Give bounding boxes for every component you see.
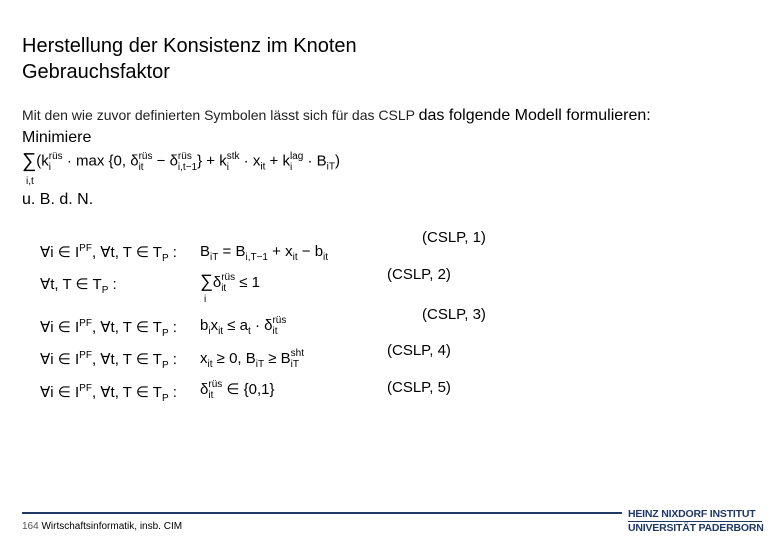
title-line-1: Herstellung der Konsistenz im Knoten <box>22 35 357 57</box>
constraint-3-rhs: $b_ix_{it} \le a_t$ · δrüs it <box>200 315 287 337</box>
stack-delta-it1: rüs i,t−1 <box>177 150 198 173</box>
page-number: 164 <box>22 521 39 532</box>
logo-line-2: UNIVERSITÄT PADERBORN <box>628 522 764 534</box>
title-line-2: Gebrauchsfaktor <box>22 61 170 83</box>
stack-k-lag: lag i <box>289 150 304 173</box>
intro-part-2: das folgende Modell formulieren: <box>418 107 651 124</box>
footer-divider <box>22 512 622 514</box>
minimiere-label: Minimiere <box>22 129 92 146</box>
footer-course: Wirtschaftsinformatik, insb. CIM <box>41 521 183 532</box>
objective-function: ∑(krüs i · max {0, δrüs it − δrüs i,t−1} + kstk $i \cdot x_{it}$ + klag $i \cdot B_{iT}$) <box>22 150 340 173</box>
udn-label: u. B. d. N. <box>22 191 94 208</box>
page-title <box>22 33 357 85</box>
constraint-4-lhs: ∀i ∈ $I^{PF}$, ∀t, T ∈ $T_P$ : <box>40 350 177 371</box>
constraint-5-rhs: δrüs it ∈ {0,1} <box>200 379 275 401</box>
stack-k-stk: stk i <box>226 150 240 173</box>
stack-ki: rüs i <box>48 150 63 173</box>
objective-text-b: · B <box>303 152 327 170</box>
objective-text-brace: } + k <box>197 152 227 170</box>
constraint-3-label: (CSLP, 3) <box>422 306 486 323</box>
intro-part-1: Mit den wie zuvor definierten Symbolen lässt sich für das CSLP <box>22 107 419 123</box>
stack-delta-it: rüs it <box>138 150 153 173</box>
constraint-2-sum-index: i <box>204 294 207 305</box>
objective-text-x: · x <box>239 152 261 170</box>
constraint-2-rhs: ∑δrüs it ≤ 1 <box>200 271 261 295</box>
objective-text-plus: + k <box>265 152 290 170</box>
constraint-5-label: (CSLP, 5) <box>387 379 451 396</box>
footer-text <box>22 521 182 532</box>
constraint-1-label: (CSLP, 1) <box>422 229 486 246</box>
constraint-1-rhs: $B_{iT} = B_{i,T-1} + x_{it} - b_{it}$ <box>200 243 329 263</box>
objective-text-close: ) <box>335 152 340 170</box>
constraint-2-lhs: ∀t, T ∈ $T_P$ : <box>40 276 117 296</box>
objective-text-a: (k <box>36 152 49 170</box>
logo-line-1: HEINZ NIXDORF INSTITUT <box>628 508 756 520</box>
constraint-4-rhs: $x_{it} \ge 0$, $B_{iT}$ ≥ Bsht iT <box>200 348 305 370</box>
intro-text <box>22 107 651 125</box>
sum-symbol: ∑ <box>22 150 37 172</box>
objective-text-max: · max {0, δ <box>66 152 139 170</box>
constraint-2-label: (CSLP, 2) <box>387 266 451 283</box>
institute-logo <box>628 509 762 534</box>
constraint-5-lhs: ∀i ∈ $I^{PF}$, ∀t, T ∈ $T_P$ : <box>40 383 177 404</box>
constraint-3-lhs: ∀i ∈ $I^{PF}$, ∀t, T ∈ $T_P$ : <box>40 318 177 339</box>
constraint-1-lhs: ∀i ∈ $I^{PF}$, ∀t, T ∈ $T_P$ : <box>40 243 177 264</box>
objective-text-minus: − δ <box>152 152 178 170</box>
constraint-4-label: (CSLP, 4) <box>387 342 451 359</box>
sum-index: i,t <box>26 176 34 187</box>
